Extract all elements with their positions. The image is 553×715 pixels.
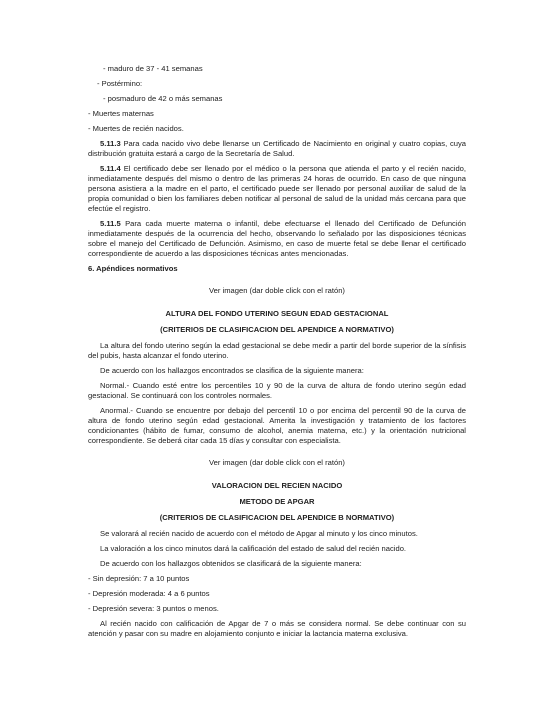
clause-text: Para cada muerte materna o infantil, debe efectuarse el llenado del Certificado de Defunción inmediatamente después de la ocurrencia del hecho, observando lo señalado por las disposiciones técnicas sobre el manejo del Certificado de Defunción. Asimismo, en caso de muerte fetal se debe llenar el certificado correspondiente de acuerdo a las disposiciones técnicas antes mencionadas.	[88, 219, 466, 258]
list-item: - Depresión severa: 3 puntos o menos.	[88, 604, 219, 613]
list-item: - posmaduro de 42 o más semanas	[103, 94, 223, 103]
paragraph-5-11-4	[88, 164, 466, 214]
paragraph: Normal.- Cuando esté entre los percentiles 10 y 90 de la curva de altura de fondo uterino según edad gestacional. Se continuará con los controles normales.	[88, 381, 466, 400]
list-item: - Muertes maternas	[88, 109, 154, 118]
appendix-b-subtitle: (CRITERIOS DE CLASIFICACION DEL APENDICE B NORMATIVO)	[159, 513, 395, 522]
document-page	[88, 64, 466, 644]
view-image-link[interactable]: Ver imagen (dar doble click con el ratón)	[209, 286, 345, 295]
paragraph: De acuerdo con los hallazgos encontrados se clasifica de la siguiente manera:	[100, 366, 364, 375]
paragraph: Anormal.- Cuando se encuentre por debajo del percentil 10 o por encima del percentil 90 de la curva de altura de fondo uterino según edad gestacional. Amerita la investigación y tratamiento de los factores condicionantes (hábito de fumar, consumo de alcohol, anemia materna, etc.) y la orientación nutricional correspondiente. Se deberá citar cada 15 días y consultar con especialista.	[88, 406, 466, 445]
paragraph: La valoración a los cinco minutos dará la calificación del estado de salud del recién nacido.	[100, 544, 407, 553]
appendix-a-subtitle: (CRITERIOS DE CLASIFICACION DEL APENDICE A NORMATIVO)	[160, 325, 394, 334]
list-item: - maduro de 37 - 41 semanas	[103, 64, 203, 73]
clause-text: El certificado debe ser llenado por el médico o la persona que atienda el parto y el recién nacido, inmediatamente después del mismo o dentro de las primeras 24 horas de ocurrido. En caso de que ninguna persona asistiera a la madre en el parto, el certificado puede ser llenado por personal auxiliar de salud de la propia comunidad o bien los familiares deben notificar al personal de salud de la unidad más cercana para que efectúe el registro.	[88, 164, 466, 213]
clause-text: Para cada nacido vivo debe llenarse un Certificado de Nacimiento en original y cuatro copias, cuya distribución gratuita estará a cargo de la Secretaría de Salud.	[88, 139, 466, 158]
appendix-a-title: ALTURA DEL FONDO UTERINO SEGUN EDAD GESTACIONAL	[165, 309, 389, 318]
paragraph: Se valorará al recién nacido de acuerdo con el método de Apgar al minuto y los cinco minutos.	[100, 529, 418, 538]
appendix-b-title-2: METODO DE APGAR	[239, 497, 315, 506]
list-item: - Sin depresión: 7 a 10 puntos	[88, 574, 190, 583]
section-heading: 6. Apéndices normativos	[88, 264, 178, 273]
list-item: - Depresión moderada: 4 a 6 puntos	[88, 589, 210, 598]
paragraph-5-11-5	[88, 219, 466, 259]
clause-number: 5.11.5	[100, 219, 121, 228]
paragraph: La altura del fondo uterino según la edad gestacional se debe medir a partir del borde superior de la sínfisis del pubis, hasta alcanzar el fondo uterino.	[88, 341, 466, 360]
clause-number: 5.11.3	[100, 139, 121, 148]
view-image-link[interactable]: Ver imagen (dar doble click con el ratón)	[209, 458, 345, 467]
paragraph: Al recién nacido con calificación de Apgar de 7 o más se considera normal. Se debe continuar con su atención y pasar con su madre en alojamiento conjunto e iniciar la lactancia materna exclusiva.	[88, 619, 466, 638]
list-item: - Postérmino:	[97, 79, 143, 88]
clause-number: 5.11.4	[100, 164, 121, 173]
appendix-b-title: VALORACION DEL RECIEN NACIDO	[211, 481, 343, 490]
paragraph: De acuerdo con los hallazgos obtenidos se clasificará de la siguiente manera:	[100, 559, 362, 568]
list-item: - Muertes de recién nacidos.	[88, 124, 184, 133]
paragraph-5-11-3	[88, 139, 466, 159]
